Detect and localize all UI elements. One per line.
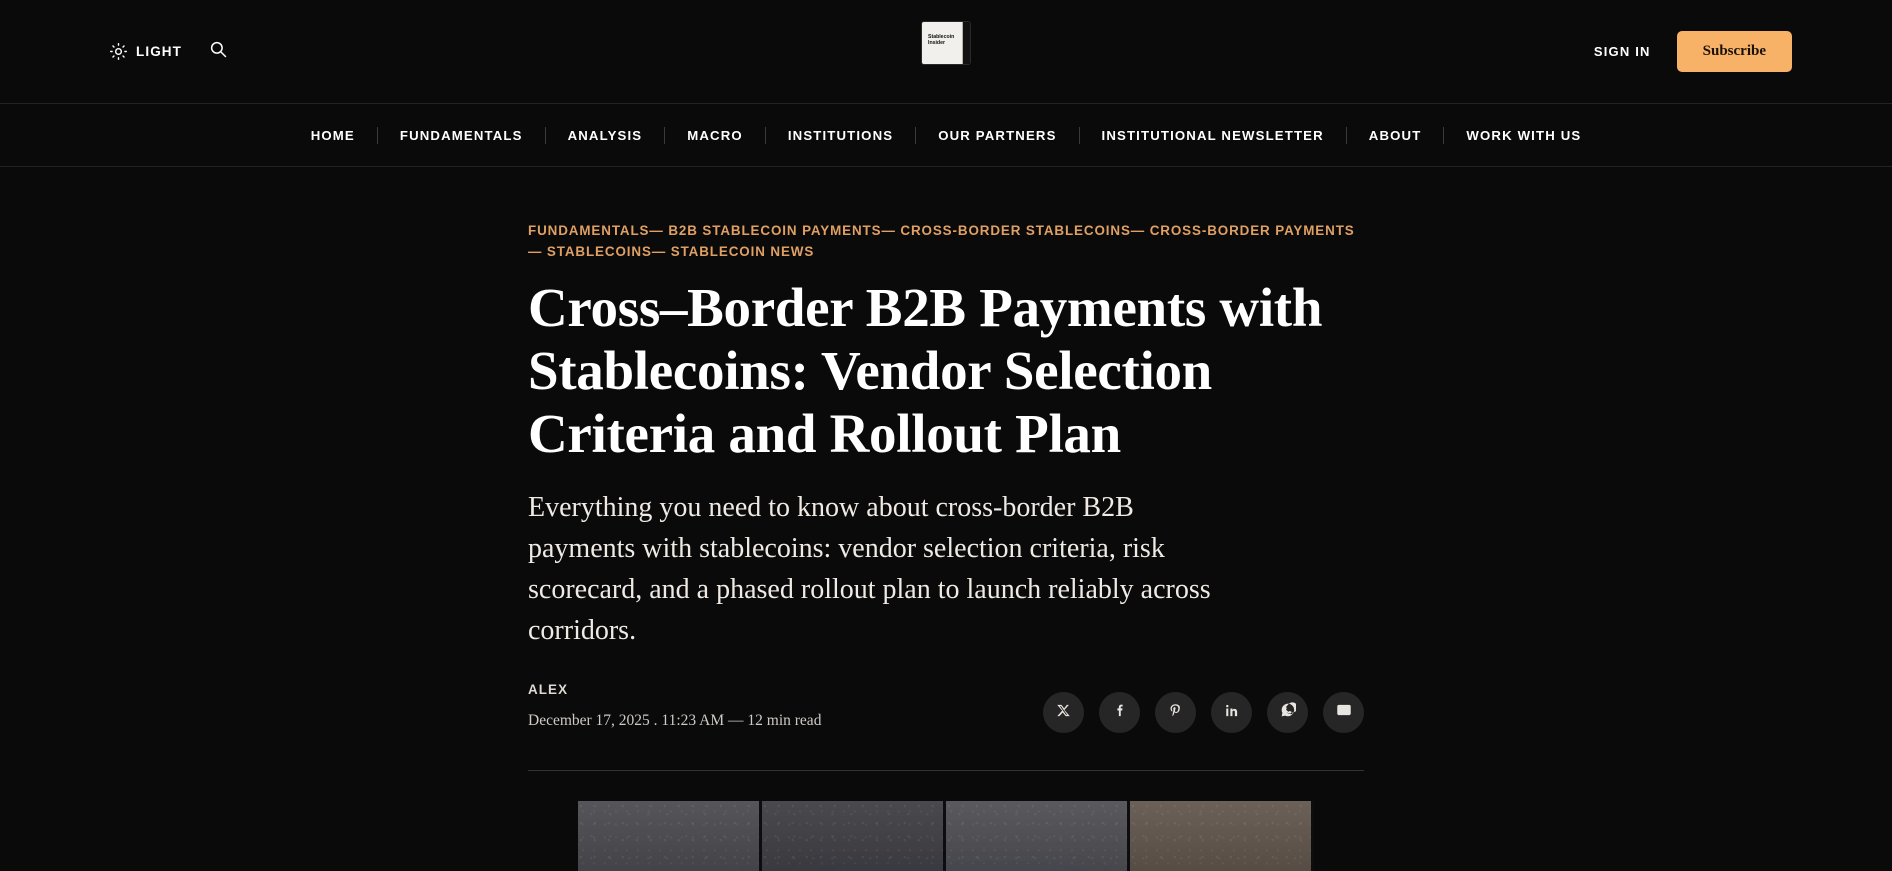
nav-item-about[interactable]: ABOUT [1368, 127, 1422, 143]
site-header [0, 0, 1892, 103]
whatsapp-icon [1280, 702, 1296, 723]
linkedin-icon [1224, 703, 1239, 723]
nav-item-home[interactable]: HOME [310, 127, 355, 143]
hero-pane [1130, 801, 1314, 871]
site-logo[interactable] [919, 20, 973, 66]
category-separator: — [649, 223, 664, 238]
nav-item-analysis[interactable]: ANALYSIS [567, 127, 643, 143]
rain-texture [762, 801, 943, 871]
rain-texture [1130, 801, 1311, 871]
breadcrumb [528, 220, 1364, 262]
nav-item-work-with-us[interactable]: WORK WITH US [1466, 127, 1582, 143]
nav-item-macro[interactable]: MACRO [687, 127, 743, 143]
book-logo-icon [922, 22, 970, 64]
logo-wordmark-line2: Insider [928, 40, 946, 46]
header-left-group [110, 42, 228, 62]
header-right-group [1594, 31, 1792, 72]
share-whatsapp-button[interactable] [1267, 692, 1308, 733]
article-meta-row [528, 708, 1364, 733]
facebook-icon [1112, 703, 1127, 723]
article-standfirst: Everything you need to know about cross-border B2B payments with stablecoins: vendor selection criteria, risk scorecard, and a phased rollout plan to launch reliably across corridors. [528, 492, 1211, 646]
rain-texture [578, 801, 759, 871]
category-link-stablecoin-news[interactable]: STABLECOIN NEWS [670, 244, 815, 259]
sun-icon [110, 43, 127, 60]
subscribe-button[interactable]: Subscribe [1677, 31, 1792, 72]
share-x-button[interactable] [1043, 692, 1084, 733]
category-link-cross-border-payments[interactable]: CROSS-BORDER PAYMENTS [1149, 223, 1355, 238]
hero-pane [578, 801, 762, 871]
search-icon [209, 40, 227, 63]
rain-texture [946, 801, 1127, 871]
category-link-stablecoins[interactable]: STABLECOINS [546, 244, 652, 259]
search-button[interactable] [208, 42, 228, 62]
share-buttons [1043, 692, 1364, 733]
article-header [528, 167, 1364, 871]
publish-meta: December 17, 2025 . 11:23 AM — 12 min read [528, 711, 822, 729]
author-link[interactable]: ALEX [528, 682, 569, 697]
category-link-fundamentals[interactable]: FUNDAMENTALS [528, 223, 650, 238]
email-icon [1336, 702, 1352, 723]
light-mode-toggle[interactable] [110, 43, 182, 60]
share-facebook-button[interactable] [1099, 692, 1140, 733]
category-separator: — [1130, 223, 1146, 238]
hero-pane [762, 801, 946, 871]
share-email-button[interactable] [1323, 692, 1364, 733]
hero-pane [946, 801, 1130, 871]
section-divider [528, 770, 1364, 771]
category-link-b2b-stablecoin-payments[interactable]: B2B STABLECOIN PAYMENTS [668, 223, 882, 238]
x-twitter-icon [1056, 703, 1071, 723]
nav-item-institutions[interactable]: INSTITUTIONS [787, 127, 894, 143]
logo-wordmark [928, 34, 958, 46]
category-separator: — [881, 223, 896, 238]
category-link-cross-border-stablecoins[interactable]: CROSS-BORDER STABLECOINS [900, 223, 1131, 238]
category-separator: — [651, 244, 667, 259]
nav-list [289, 127, 1604, 144]
nav-item-institutional-newsletter[interactable]: INSTITUTIONAL NEWSLETTER [1101, 127, 1324, 143]
article-hero-image [578, 801, 1314, 871]
share-linkedin-button[interactable] [1211, 692, 1252, 733]
light-mode-label: LIGHT [136, 44, 182, 59]
nav-item-our-partners[interactable]: OUR PARTNERS [938, 127, 1057, 143]
category-separator: — [528, 244, 543, 259]
primary-nav [0, 103, 1892, 167]
pinterest-icon [1168, 703, 1183, 723]
page-title: Cross–Border B2B Payments with Stablecoins: Vendor Selection Criteria and Rollout Plan [528, 277, 1323, 464]
logo-wordmark-line1: Stablecoin [928, 34, 955, 40]
nav-item-fundamentals[interactable]: FUNDAMENTALS [399, 127, 523, 143]
share-pinterest-button[interactable] [1155, 692, 1196, 733]
sign-in-link[interactable]: SIGN IN [1593, 44, 1651, 59]
